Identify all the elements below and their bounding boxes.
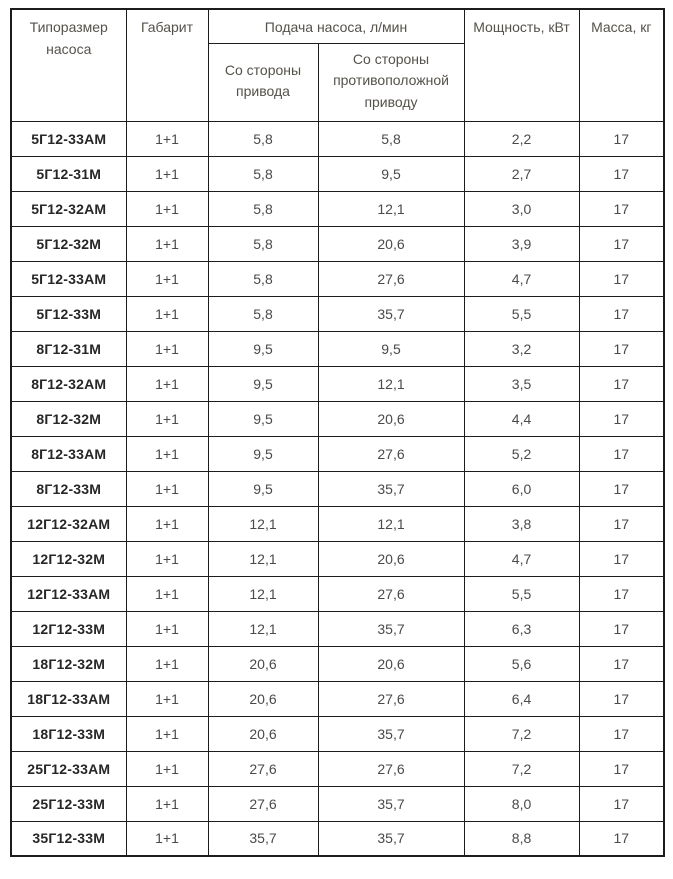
mass-cell: 17 <box>579 681 664 716</box>
power-cell: 7,2 <box>464 716 579 751</box>
dimension-cell: 1+1 <box>126 611 208 646</box>
pump-model-cell: 25Г12-33АМ <box>11 751 126 786</box>
power-cell: 2,7 <box>464 156 579 191</box>
flow-drive-cell: 27,6 <box>208 751 318 786</box>
header-flow-drive-side: Со стороны привода <box>208 43 318 121</box>
pump-model-cell: 5Г12-31М <box>11 156 126 191</box>
pump-model-cell: 18Г12-33М <box>11 716 126 751</box>
pump-model-cell: 5Г12-33АМ <box>11 261 126 296</box>
power-cell: 3,9 <box>464 226 579 261</box>
mass-cell: 17 <box>579 751 664 786</box>
flow-drive-cell: 12,1 <box>208 541 318 576</box>
header-pump-model: Типоразмер насоса <box>11 9 126 121</box>
dimension-cell: 1+1 <box>126 576 208 611</box>
header-flow-opposite-side: Со стороны противоположной приводу <box>318 43 464 121</box>
table-row <box>11 296 664 331</box>
flow-drive-cell: 5,8 <box>208 226 318 261</box>
flow-drive-cell: 9,5 <box>208 331 318 366</box>
power-cell: 4,7 <box>464 261 579 296</box>
mass-cell: 17 <box>579 646 664 681</box>
flow-opposite-cell: 9,5 <box>318 331 464 366</box>
table-row <box>11 401 664 436</box>
pump-model-cell: 35Г12-33М <box>11 821 126 856</box>
flow-opposite-cell: 12,1 <box>318 506 464 541</box>
flow-opposite-cell: 27,6 <box>318 681 464 716</box>
mass-cell: 17 <box>579 541 664 576</box>
dimension-cell: 1+1 <box>126 681 208 716</box>
mass-cell: 17 <box>579 401 664 436</box>
table-row <box>11 821 664 856</box>
table-row <box>11 716 664 751</box>
flow-opposite-cell: 35,7 <box>318 296 464 331</box>
flow-drive-cell: 20,6 <box>208 646 318 681</box>
table-row <box>11 751 664 786</box>
flow-opposite-cell: 35,7 <box>318 821 464 856</box>
pump-model-cell: 8Г12-33АМ <box>11 436 126 471</box>
table-row <box>11 611 664 646</box>
power-cell: 8,0 <box>464 786 579 821</box>
flow-drive-cell: 9,5 <box>208 366 318 401</box>
flow-opposite-cell: 12,1 <box>318 191 464 226</box>
header-dimension: Габарит <box>126 9 208 121</box>
pump-model-cell: 5Г12-33М <box>11 296 126 331</box>
table-row <box>11 261 664 296</box>
table-row <box>11 226 664 261</box>
power-cell: 6,3 <box>464 611 579 646</box>
power-cell: 3,0 <box>464 191 579 226</box>
table-row <box>11 471 664 506</box>
dimension-cell: 1+1 <box>126 786 208 821</box>
dimension-cell: 1+1 <box>126 751 208 786</box>
pump-spec-table <box>10 8 665 857</box>
dimension-cell: 1+1 <box>126 331 208 366</box>
pump-model-cell: 5Г12-33АМ <box>11 121 126 156</box>
flow-opposite-cell: 5,8 <box>318 121 464 156</box>
dimension-cell: 1+1 <box>126 471 208 506</box>
flow-opposite-cell: 27,6 <box>318 751 464 786</box>
dimension-cell: 1+1 <box>126 366 208 401</box>
pump-model-cell: 12Г12-32АМ <box>11 506 126 541</box>
dimension-cell: 1+1 <box>126 821 208 856</box>
dimension-cell: 1+1 <box>126 646 208 681</box>
dimension-cell: 1+1 <box>126 401 208 436</box>
mass-cell: 17 <box>579 436 664 471</box>
flow-drive-cell: 5,8 <box>208 121 318 156</box>
mass-cell: 17 <box>579 156 664 191</box>
pump-model-cell: 12Г12-32М <box>11 541 126 576</box>
flow-opposite-cell: 27,6 <box>318 436 464 471</box>
flow-drive-cell: 35,7 <box>208 821 318 856</box>
mass-cell: 17 <box>579 506 664 541</box>
pump-model-cell: 5Г12-32АМ <box>11 191 126 226</box>
flow-opposite-cell: 27,6 <box>318 261 464 296</box>
table-row <box>11 191 664 226</box>
flow-opposite-cell: 35,7 <box>318 611 464 646</box>
mass-cell: 17 <box>579 296 664 331</box>
dimension-cell: 1+1 <box>126 436 208 471</box>
power-cell: 5,5 <box>464 296 579 331</box>
table-row <box>11 646 664 681</box>
power-cell: 5,6 <box>464 646 579 681</box>
flow-opposite-cell: 35,7 <box>318 471 464 506</box>
power-cell: 3,8 <box>464 506 579 541</box>
dimension-cell: 1+1 <box>126 121 208 156</box>
dimension-cell: 1+1 <box>126 541 208 576</box>
flow-drive-cell: 12,1 <box>208 506 318 541</box>
pump-model-cell: 8Г12-33М <box>11 471 126 506</box>
flow-opposite-cell: 20,6 <box>318 646 464 681</box>
table-row <box>11 331 664 366</box>
flow-drive-cell: 20,6 <box>208 681 318 716</box>
mass-cell: 17 <box>579 821 664 856</box>
pump-model-cell: 18Г12-33АМ <box>11 681 126 716</box>
dimension-cell: 1+1 <box>126 716 208 751</box>
pump-model-cell: 18Г12-32М <box>11 646 126 681</box>
table-header <box>11 9 664 121</box>
table-row <box>11 576 664 611</box>
flow-drive-cell: 5,8 <box>208 296 318 331</box>
flow-drive-cell: 9,5 <box>208 471 318 506</box>
dimension-cell: 1+1 <box>126 261 208 296</box>
table-row <box>11 156 664 191</box>
flow-drive-cell: 5,8 <box>208 156 318 191</box>
flow-drive-cell: 12,1 <box>208 576 318 611</box>
table-row <box>11 506 664 541</box>
pump-model-cell: 12Г12-33АМ <box>11 576 126 611</box>
flow-opposite-cell: 20,6 <box>318 541 464 576</box>
mass-cell: 17 <box>579 226 664 261</box>
mass-cell: 17 <box>579 121 664 156</box>
mass-cell: 17 <box>579 366 664 401</box>
power-cell: 6,0 <box>464 471 579 506</box>
power-cell: 4,7 <box>464 541 579 576</box>
mass-cell: 17 <box>579 191 664 226</box>
dimension-cell: 1+1 <box>126 156 208 191</box>
pump-model-cell: 5Г12-32М <box>11 226 126 261</box>
flow-opposite-cell: 20,6 <box>318 401 464 436</box>
mass-cell: 17 <box>579 716 664 751</box>
dimension-cell: 1+1 <box>126 226 208 261</box>
dimension-cell: 1+1 <box>126 191 208 226</box>
power-cell: 3,2 <box>464 331 579 366</box>
flow-opposite-cell: 35,7 <box>318 716 464 751</box>
table-row <box>11 366 664 401</box>
mass-cell: 17 <box>579 576 664 611</box>
flow-opposite-cell: 12,1 <box>318 366 464 401</box>
flow-drive-cell: 12,1 <box>208 611 318 646</box>
table-row <box>11 121 664 156</box>
pump-model-cell: 12Г12-33М <box>11 611 126 646</box>
flow-opposite-cell: 27,6 <box>318 576 464 611</box>
mass-cell: 17 <box>579 261 664 296</box>
header-flow-group: Подача насоса, л/мин <box>208 9 464 43</box>
power-cell: 3,5 <box>464 366 579 401</box>
power-cell: 4,4 <box>464 401 579 436</box>
header-row-top <box>11 9 664 43</box>
flow-opposite-cell: 35,7 <box>318 786 464 821</box>
pump-model-cell: 8Г12-31М <box>11 331 126 366</box>
flow-drive-cell: 20,6 <box>208 716 318 751</box>
table-row <box>11 541 664 576</box>
power-cell: 2,2 <box>464 121 579 156</box>
power-cell: 5,2 <box>464 436 579 471</box>
header-power: Мощность, кВт <box>464 9 579 121</box>
mass-cell: 17 <box>579 471 664 506</box>
flow-drive-cell: 5,8 <box>208 261 318 296</box>
power-cell: 6,4 <box>464 681 579 716</box>
flow-drive-cell: 5,8 <box>208 191 318 226</box>
flow-drive-cell: 27,6 <box>208 786 318 821</box>
power-cell: 7,2 <box>464 751 579 786</box>
mass-cell: 17 <box>579 331 664 366</box>
flow-drive-cell: 9,5 <box>208 401 318 436</box>
pump-model-cell: 8Г12-32АМ <box>11 366 126 401</box>
table-row <box>11 436 664 471</box>
table-row <box>11 681 664 716</box>
pump-model-cell: 8Г12-32М <box>11 401 126 436</box>
mass-cell: 17 <box>579 611 664 646</box>
header-mass: Масса, кг <box>579 9 664 121</box>
flow-opposite-cell: 9,5 <box>318 156 464 191</box>
power-cell: 8,8 <box>464 821 579 856</box>
table-body <box>11 121 664 856</box>
pump-model-cell: 25Г12-33М <box>11 786 126 821</box>
dimension-cell: 1+1 <box>126 506 208 541</box>
dimension-cell: 1+1 <box>126 296 208 331</box>
mass-cell: 17 <box>579 786 664 821</box>
table-row <box>11 786 664 821</box>
flow-drive-cell: 9,5 <box>208 436 318 471</box>
flow-opposite-cell: 20,6 <box>318 226 464 261</box>
power-cell: 5,5 <box>464 576 579 611</box>
